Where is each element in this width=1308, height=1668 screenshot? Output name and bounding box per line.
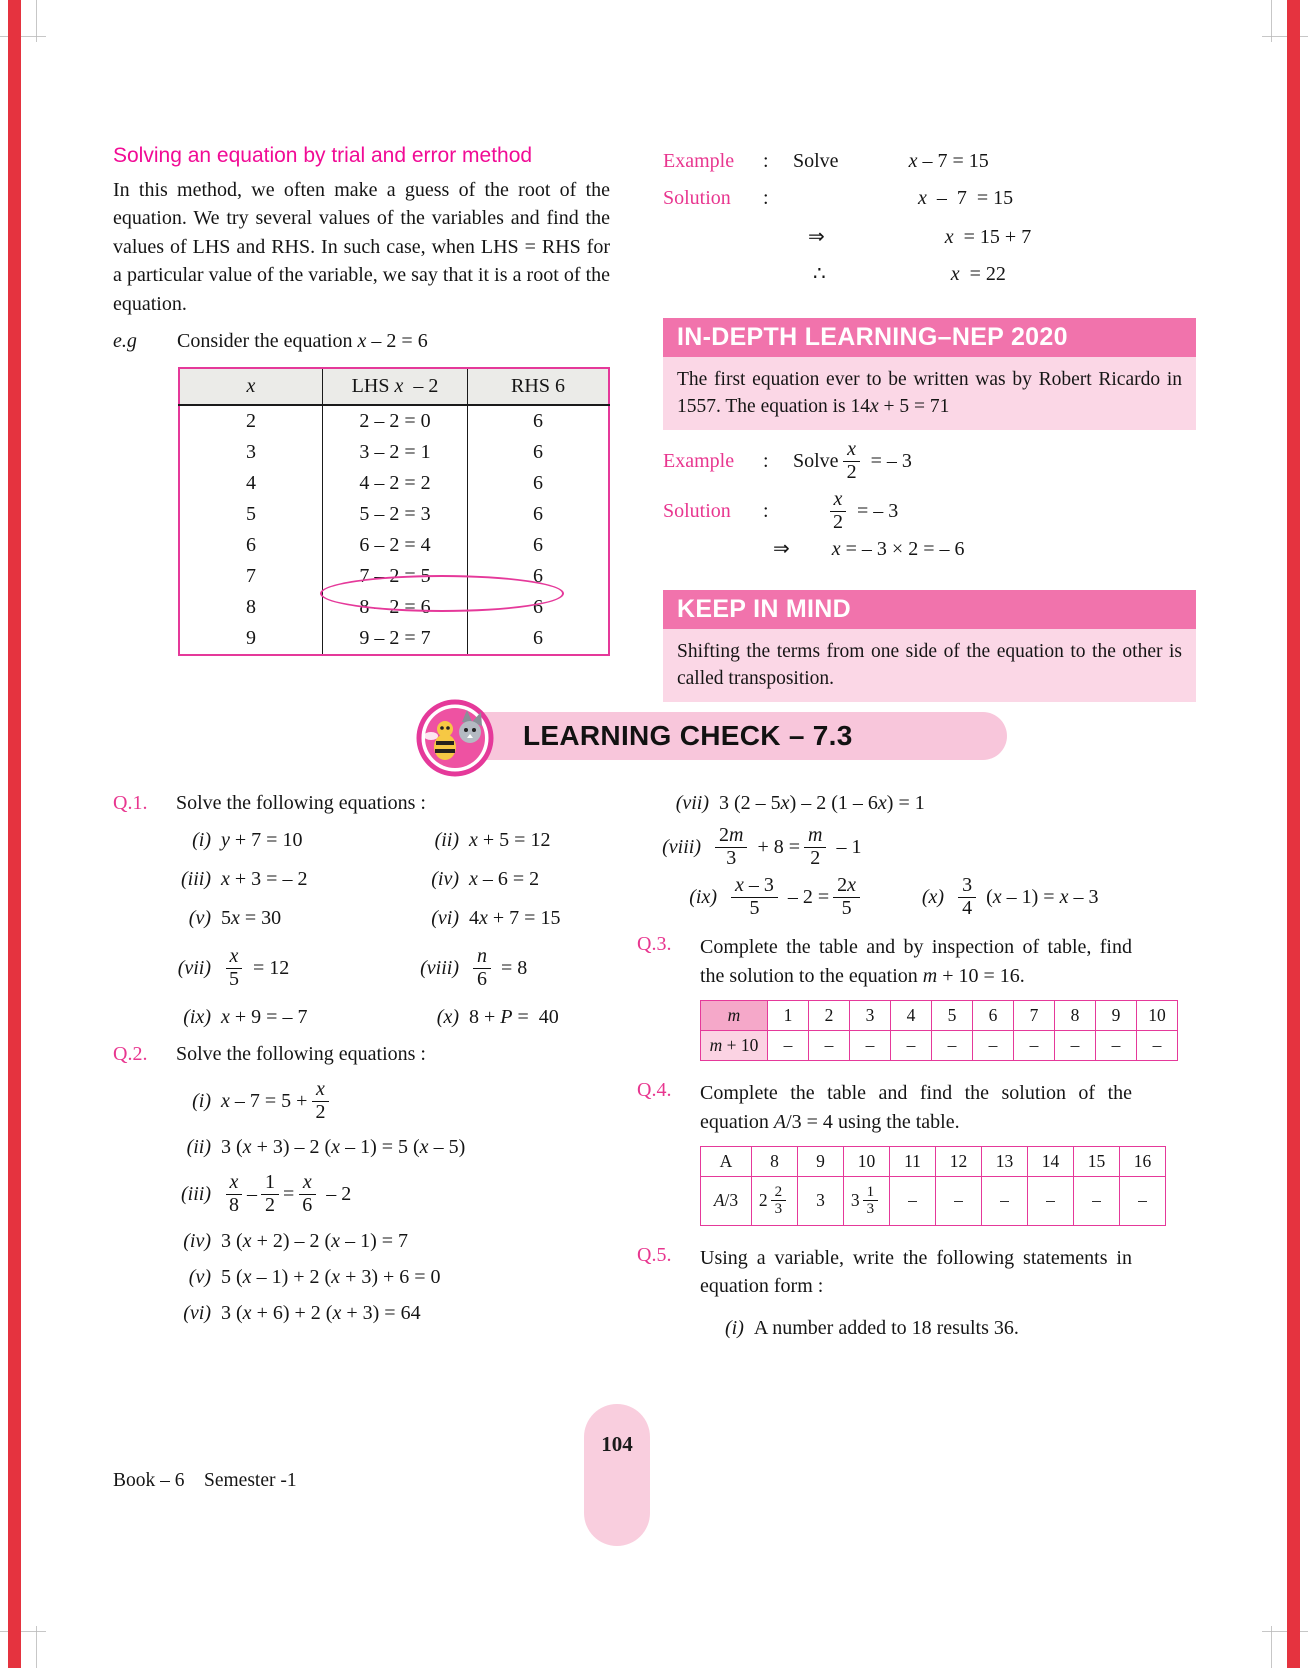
crop-mark xyxy=(0,1631,46,1632)
fraction: $\frac{m}{2}$ xyxy=(804,825,826,869)
q2-items xyxy=(155,1079,621,1324)
col-header-lhs: LHS x – 2 xyxy=(323,368,468,405)
equation-row xyxy=(637,875,1200,919)
fraction: $\frac{3}{4}$ xyxy=(958,875,976,919)
equation: x = 15 + 7 xyxy=(944,226,1032,248)
page-number-pill xyxy=(584,1404,650,1546)
equation-item: (v) 5x = 30 xyxy=(188,907,282,929)
equation-item: (ix) $\frac{x - 3}{5}$ – 2 = $\frac{2x}{5}$ xyxy=(661,875,864,919)
crop-mark xyxy=(1262,1631,1308,1632)
solution-label: Solution xyxy=(663,187,731,209)
in-depth-learning-box xyxy=(663,318,1196,430)
table-row: 6 6 – 2 = 4 6 xyxy=(179,530,609,561)
equation: = – 3 xyxy=(870,449,912,472)
question-text: Solve the following equations : xyxy=(176,792,426,814)
question-2 xyxy=(113,1043,621,1066)
q3-table xyxy=(700,1000,1178,1061)
fraction: $\frac{x}{6}$ xyxy=(298,1172,316,1216)
equation-item: (vii) $\frac{x}{5}$ = 12 xyxy=(177,945,290,990)
mixed-number: 2 $\frac{2}{3}$ xyxy=(759,1184,790,1217)
question-5 xyxy=(637,1244,1200,1301)
solution-label: Solution xyxy=(663,499,731,522)
page-number: 104 xyxy=(601,1432,633,1456)
question-text: Complete the table and by inspection of table, find the solution to the equation m + 10 = 16. xyxy=(700,936,1132,987)
question-number: Q.1. xyxy=(113,792,148,814)
table-row: 9 9 – 2 = 7 6 xyxy=(179,623,609,655)
table-row: 7 7 – 2 = 5 6 xyxy=(179,561,609,592)
fraction: $\frac{2m}{3}$ xyxy=(715,825,747,869)
statement-item: (i) A number added to 18 results 36. xyxy=(725,1316,1019,1339)
table-row: 2 2 – 2 = 0 6 xyxy=(179,405,609,437)
table-row: A 8 9 10 11 12 13 14 15 16 xyxy=(701,1146,1166,1176)
col-header-rhs: RHS 6 xyxy=(468,368,610,405)
statement-text: A number added to 18 results 36. xyxy=(753,1316,1019,1339)
equation-item: (vi) 3 (x + 6) + 2 (x + 3) = 64 xyxy=(183,1301,421,1324)
question-4 xyxy=(637,1079,1200,1136)
eg-label: e.g xyxy=(113,329,137,352)
equation-item: (iv) 3 (x + 2) – 2 (x – 1) = 7 xyxy=(183,1229,409,1252)
fraction: $\frac{2x}{5}$ xyxy=(833,875,860,919)
question-number: Q.5. xyxy=(637,1243,672,1266)
equation-item: (i) y + 7 = 10 xyxy=(192,829,303,851)
intro-paragraph: In this method, we often make a guess of the root of the equation. We try several values of the variables and find the values of LHS and RHS. In such case, when LHS = RHS for a particular value of the variable, we say that it is a root of the equation. xyxy=(113,179,610,315)
fraction: $\frac{x}{2}$ xyxy=(843,439,861,483)
fraction: $\frac{x}{2}$ xyxy=(311,1079,329,1123)
question-number: Q.3. xyxy=(637,933,672,956)
example-1 xyxy=(663,150,1208,298)
question-number: Q.4. xyxy=(637,1079,672,1102)
equation-item: (vii) 3 (2 – 5x) – 2 (1 – 6x) = 1 xyxy=(675,792,925,814)
equation-item: (viii) $\frac{2m}{3}$ + 8 = $\frac{m}{2}$ – 1 xyxy=(662,824,862,869)
example-note xyxy=(113,330,610,353)
result-line xyxy=(663,536,1208,573)
trial-table xyxy=(178,367,603,656)
left-trim-bar xyxy=(8,0,21,1668)
example-line: Example : Solve x – 7 = 15 xyxy=(663,150,989,172)
equation-item: (iii) x + 3 = – 2 xyxy=(181,868,308,890)
question-1 xyxy=(113,792,621,815)
solution-line: Solution : x – 7 = 15 xyxy=(663,187,1014,209)
example-line: Example : Solve $\frac{x}{2}$ = – 3 xyxy=(663,437,912,483)
book-footer: Book – 6 Semester -1 xyxy=(113,1470,297,1491)
table-row: 4 4 – 2 = 2 6 xyxy=(179,468,609,499)
equation: x = – 3 × 2 = – 6 xyxy=(831,538,965,560)
crop-mark xyxy=(0,36,46,37)
equation-item: (ix) x + 9 = – 7 xyxy=(183,1006,308,1029)
table-header-row xyxy=(179,368,609,405)
table-row: m + 10 – – – – – – – – – – xyxy=(701,1031,1178,1061)
equation: x – 7 = 15 xyxy=(908,150,989,172)
solve-word: Solve xyxy=(793,150,839,172)
q1-items xyxy=(155,829,621,1029)
question-text: Using a variable, write the following statements in equation form : xyxy=(700,1246,1132,1298)
q4-table xyxy=(700,1146,1166,1226)
banner-body: Shifting the terms from one side of the equation to the other is called transposition. xyxy=(663,629,1196,702)
fraction: $\frac{x}{8}$ xyxy=(225,1172,243,1216)
equation-item: (vi) 4x + 7 = 15 xyxy=(431,907,561,929)
eg-text: Consider the equation x – 2 = 6 xyxy=(177,329,428,352)
crop-mark xyxy=(1262,36,1308,37)
section-heading: Solving an equation by trial and error method xyxy=(113,144,533,167)
table-row: A/3 2 $\frac{2}{3}$ 3 3 $\frac{1}{3}$ – – – – – – xyxy=(701,1176,1166,1225)
trial-error-section xyxy=(113,144,610,656)
step-line xyxy=(663,224,1208,261)
questions-left-column xyxy=(113,792,621,1338)
equation-item: (viii) $\frac{n}{6}$ = 8 xyxy=(420,945,528,990)
result-line xyxy=(663,261,1208,298)
banner-body: The first equation ever to be written was by Robert Ricardo in 1557. The equation is 14x + 5 = 71 xyxy=(663,357,1196,430)
equation-item: (i) x – 7 = 5 + $\frac{x}{2}$ xyxy=(155,1079,621,1123)
equation: x – 7 = 15 xyxy=(918,187,1014,209)
question-3 xyxy=(637,933,1200,990)
banner-title: IN-DEPTH LEARNING–NEP 2020 xyxy=(663,318,1196,357)
keep-in-mind-box xyxy=(663,590,1196,702)
table-row: m 1 2 3 4 5 6 7 8 9 10 xyxy=(701,1001,1178,1031)
learning-check-pill xyxy=(451,712,1007,760)
table-row-solution: 8 8 – 2 = 6 6 xyxy=(179,592,609,623)
equation: x = 22 xyxy=(950,263,1006,285)
therefore-symbol: ∴ xyxy=(813,263,826,285)
col-header-x: x xyxy=(179,368,323,405)
equation-item: (x) 8 + P = 40 xyxy=(436,1006,559,1029)
table-row: 5 5 – 2 = 3 6 xyxy=(179,499,609,530)
learning-check-title: LEARNING CHECK – 7.3 xyxy=(523,720,853,751)
right-trim-bar xyxy=(1287,0,1300,1668)
implies-symbol: ⇒ xyxy=(773,538,790,560)
equation-item: (ii) x + 5 = 12 xyxy=(434,829,551,851)
learning-check-header xyxy=(415,698,1015,778)
equation-item: (iii) $\frac{x}{8}$ – $\frac{1}{2}$ = $\frac{x}{6}$ – 2 xyxy=(181,1171,352,1216)
mascot-icon xyxy=(415,698,495,778)
example-label: Example xyxy=(663,449,735,472)
mixed-number: 3 $\frac{1}{3}$ xyxy=(851,1184,882,1217)
banner-title: KEEP IN MIND xyxy=(663,590,1196,629)
example-label: Example xyxy=(663,150,735,172)
equation: = – 3 xyxy=(857,499,899,522)
question-text: Complete the table and find the solution of the equation A/3 = 4 using the table. xyxy=(700,1082,1132,1133)
crop-mark xyxy=(1271,1626,1272,1668)
fraction: $\frac{1}{2}$ xyxy=(261,1172,279,1216)
fraction: $\frac{x}{2}$ xyxy=(829,489,847,533)
solve-word: Solve xyxy=(793,449,839,472)
equation-item: (ii) 3 (x + 3) – 2 (x – 1) = 5 (x – 5) xyxy=(186,1136,466,1159)
table-row: 3 3 – 2 = 1 6 xyxy=(179,437,609,468)
question-number: Q.2. xyxy=(113,1043,148,1066)
questions-right-column xyxy=(637,792,1200,1340)
fraction: $\frac{n}{6}$ xyxy=(473,946,491,990)
example-2 xyxy=(663,436,1208,573)
fraction: $\frac{x - 3}{5}$ xyxy=(731,875,778,919)
solution-line: Solution : $\frac{x}{2}$ = – 3 xyxy=(663,487,899,533)
equation-item: (iv) x – 6 = 2 xyxy=(431,868,540,890)
equation-item: (x) $\frac{3}{4}$ (x – 1) = x – 3 xyxy=(921,874,1099,919)
crop-mark xyxy=(36,1626,37,1668)
fraction: $\frac{x}{5}$ xyxy=(225,946,243,990)
implies-symbol: ⇒ xyxy=(808,226,825,248)
equation-item: (v) 5 (x – 1) + 2 (x + 3) + 6 = 0 xyxy=(188,1265,441,1288)
question-text: Solve the following equations : xyxy=(176,1043,426,1066)
